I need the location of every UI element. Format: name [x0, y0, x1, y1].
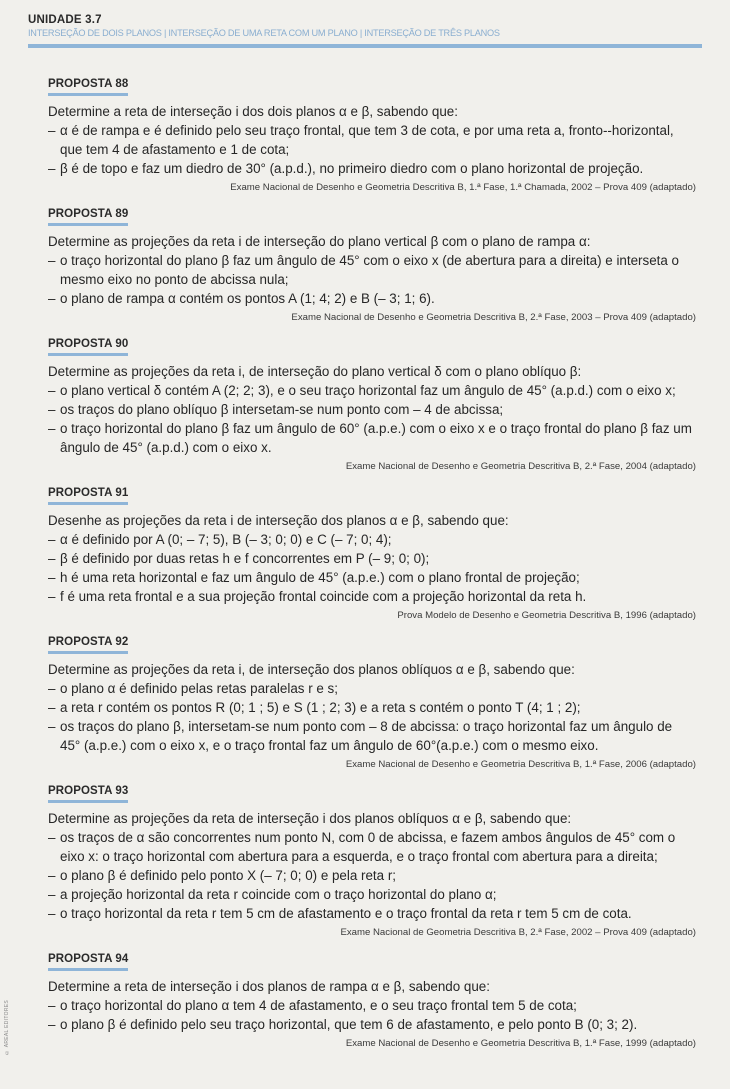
proposal-92 [48, 632, 696, 771]
proposal-title: PROPOSTA 89 [48, 208, 128, 226]
condition-item: – o plano β é definido pelo seu traço horizontal, que tem 6 de afastamento, e pelo ponto B (0; 3; 2). [48, 1017, 638, 1032]
proposal-88 [48, 74, 696, 194]
condition-item: – o traço horizontal do plano β faz um ângulo de 60° (a.p.e.) com o eixo x e o traço frontal do plano β faz um ângulo de 45° (a.p.d.) com o eixo x. [48, 421, 692, 455]
unit-subtitle: INTERSEÇÃO DE DOIS PLANOS | INTERSEÇÃO DE UMA RETA COM UM PLANO | INTERSEÇÃO DE TRÊS PLANOS [28, 28, 500, 38]
dash-bullet: – [48, 700, 56, 715]
proposal-conditions [48, 381, 696, 457]
proposal-title: PROPOSTA 94 [48, 953, 128, 971]
page-header [28, 14, 708, 38]
proposal-91 [48, 483, 696, 622]
proposal-title: PROPOSTA 91 [48, 487, 128, 505]
dash-bullet: – [48, 383, 56, 398]
proposal-intro: Desenhe as projeções da reta i de interseção dos planos α e β, sabendo que: [48, 513, 509, 528]
proposal-intro: Determine as projeções da reta i, de interseção dos planos oblíquos α e β, sabendo que: [48, 662, 575, 677]
condition-item: – β é de topo e faz um diedro de 30° (a.p.d.), no primeiro diedro com o plano horizontal de projeção. [48, 161, 644, 176]
proposal-title: PROPOSTA 93 [48, 785, 128, 803]
proposal-source: Exame Nacional de Desenho e Geometria Descritiva B, 1.ª Fase, 1999 (adaptado) [345, 1038, 696, 1049]
proposal-conditions [48, 251, 696, 308]
condition-item: – o plano vertical δ contém A (2; 2; 3), e o seu traço horizontal faz um ângulo de 45° (a.p.d.) com o eixo x; [48, 383, 676, 398]
proposal-conditions [48, 679, 696, 755]
header-divider [28, 44, 702, 48]
condition-item: – a projeção horizontal da reta r coincide com o traço horizontal do plano α; [48, 887, 497, 902]
dash-bullet: – [48, 719, 56, 734]
dash-bullet: – [48, 589, 56, 604]
proposal-source: Exame Nacional de Desenho e Geometria Descritiva B, 2.ª Fase, 2004 (adaptado) [345, 461, 696, 472]
condition-item: – o traço horizontal do plano β faz um ângulo de 45° com o eixo x (de abertura para a direita) e interseta o mesmo eixo no ponto de abcissa nula; [48, 253, 679, 287]
dash-bullet: – [48, 681, 56, 696]
condition-item: – α é definido por A (0; – 7; 5), B (– 3; 0; 0) e C (– 7; 0; 4); [48, 532, 392, 547]
condition-item: – f é uma reta frontal e a sua projeção frontal coincide com a projeção horizontal da reta h. [48, 589, 587, 604]
proposal-source: Exame Nacional de Desenho e Geometria Descritiva B, 2.ª Fase, 2003 – Prova 409 (adaptado) [291, 312, 696, 323]
condition-item: – α é de rampa e é definido pelo seu traço frontal, que tem 3 de cota, e por uma reta a, fronto--horizontal, que tem 4 de afastamento e 1 de cota; [48, 123, 674, 157]
condition-item: – β é definido por duas retas h e f concorrentes em P (– 9; 0; 0); [48, 551, 430, 566]
dash-bullet: – [48, 532, 56, 547]
proposal-title: PROPOSTA 90 [48, 338, 128, 356]
proposal-conditions [48, 828, 696, 923]
proposal-intro: Determine as projeções da reta i de interseção do plano vertical β com o plano de rampa α: [48, 234, 591, 249]
proposal-source: Exame Nacional de Desenho e Geometria Descritiva B, 1.ª Fase, 1.ª Chamada, 2002 – Prova 409 (adaptado) [230, 182, 696, 193]
proposal-89 [48, 204, 696, 324]
proposal-source: Exame Nacional de Desenho e Geometria Descritiva B, 1.ª Fase, 2006 (adaptado) [345, 759, 696, 770]
dash-bullet: – [48, 906, 56, 921]
proposal-93 [48, 781, 696, 939]
dash-bullet: – [48, 123, 56, 138]
condition-item: – a reta r contém os pontos R (0; 1 ; 5) e S (1 ; 2; 3) e a reta s contém o ponto T (4; 1 ; 2); [48, 700, 581, 715]
proposal-intro: Determine a reta de interseção i dos dois planos α e β, sabendo que: [48, 104, 458, 119]
dash-bullet: – [48, 291, 56, 306]
condition-item: – o plano α é definido pelas retas paralelas r e s; [48, 681, 338, 696]
proposal-intro: Determine as projeções da reta de interseção i dos planos oblíquos α e β, sabendo que: [48, 811, 572, 826]
condition-item: – o plano β é definido pelo ponto X (– 7; 0; 0) e pela reta r; [48, 868, 396, 883]
proposal-conditions [48, 530, 696, 606]
dash-bullet: – [48, 161, 56, 176]
condition-item: – o traço horizontal da reta r tem 5 cm de afastamento e o traço frontal da reta r tem 5 cm de cota. [48, 906, 632, 921]
proposal-source: Exame Nacional de Geometria Descritiva B, 2.ª Fase, 2002 – Prova 409 (adaptado) [340, 927, 696, 938]
condition-item: – os traços de α são concorrentes num ponto N, com 0 de abcissa, e fazem ambos ângulos de 45° com o eixo x: o traço horizontal com abertura para a esquerda, e o traço frontal com abertura para a direita; [48, 830, 676, 864]
proposal-conditions [48, 996, 696, 1034]
dash-bullet: – [48, 887, 56, 902]
proposals-list [48, 74, 696, 1060]
dash-bullet: – [48, 570, 56, 585]
proposal-title: PROPOSTA 88 [48, 78, 128, 96]
proposal-94 [48, 949, 696, 1050]
dash-bullet: – [48, 998, 56, 1013]
dash-bullet: – [48, 253, 56, 268]
proposal-conditions [48, 121, 696, 178]
proposal-90 [48, 334, 696, 473]
condition-item: – o plano de rampa α contém os pontos A (1; 4; 2) e B (– 3; 1; 6). [48, 291, 435, 306]
publisher-mark: © AREAL EDITORES [4, 1000, 10, 1055]
condition-item: – os traços do plano oblíquo β intersetam-se num ponto com – 4 de abcissa; [48, 402, 504, 417]
unit-title: UNIDADE 3.7 [28, 14, 102, 26]
condition-item: – os traços do plano β, intersetam-se num ponto com – 8 de abcissa: o traço horizontal faz um ângulo de 45° (a.p.e.) com o eixo x, e o traço frontal faz um ângulo de 60°(a.p.e.) com o mesmo eixo. [48, 719, 673, 753]
condition-item: – h é uma reta horizontal e faz um ângulo de 45° (a.p.e.) com o plano frontal de projeção; [48, 570, 580, 585]
proposal-intro: Determine a reta de interseção i dos planos de rampa α e β, sabendo que: [48, 979, 490, 994]
dash-bullet: – [48, 402, 56, 417]
dash-bullet: – [48, 551, 56, 566]
proposal-source: Prova Modelo de Desenho e Geometria Descritiva B, 1996 (adaptado) [397, 610, 696, 621]
dash-bullet: – [48, 1017, 56, 1032]
condition-item: – o traço horizontal do plano α tem 4 de afastamento, e o seu traço frontal tem 5 de cota; [48, 998, 577, 1013]
proposal-title: PROPOSTA 92 [48, 636, 128, 654]
dash-bullet: – [48, 868, 56, 883]
proposal-intro: Determine as projeções da reta i, de interseção do plano vertical δ com o plano oblíquo β: [48, 364, 582, 379]
dash-bullet: – [48, 830, 56, 845]
dash-bullet: – [48, 421, 56, 436]
